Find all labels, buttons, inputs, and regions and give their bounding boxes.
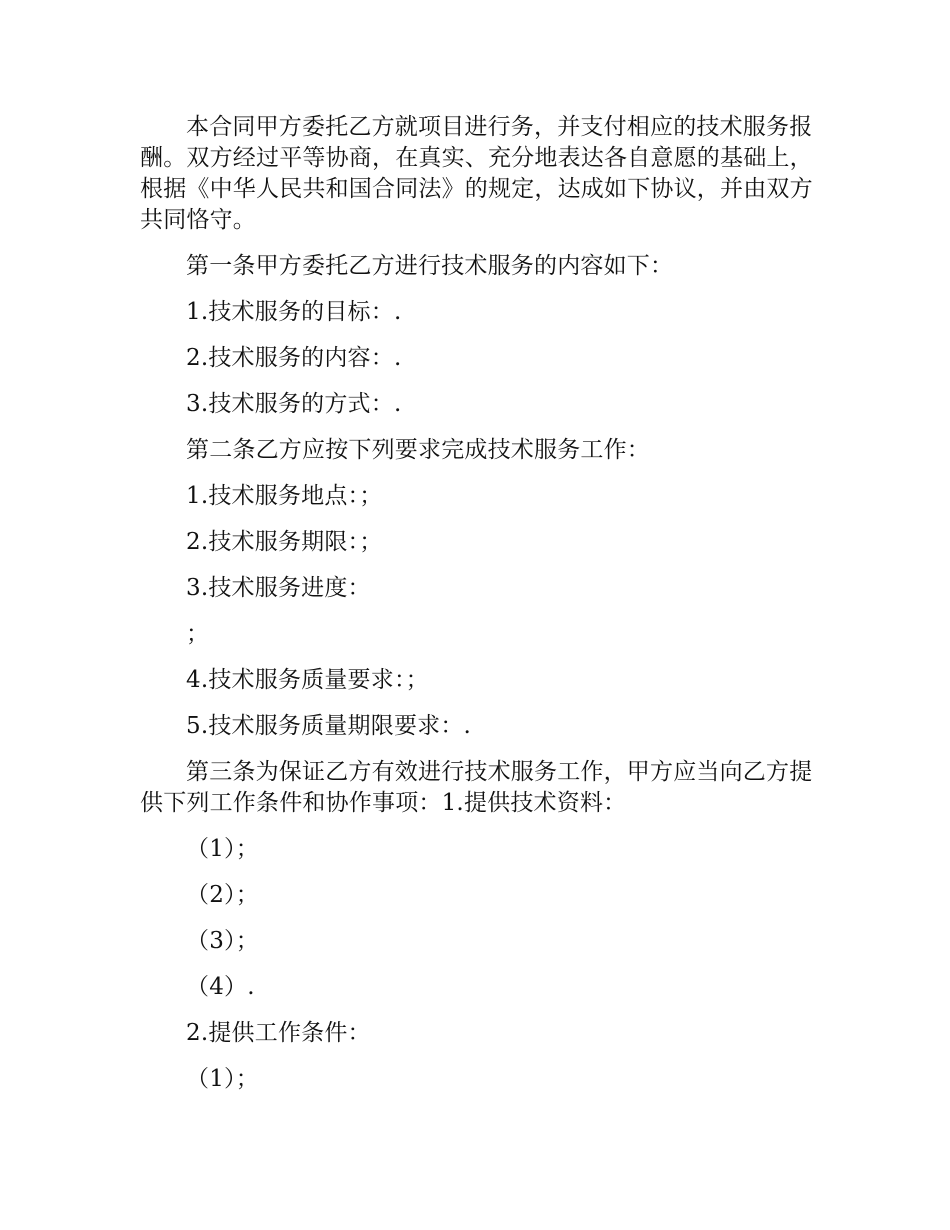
article-2-item-5: 5.技术服务质量期限要求：. xyxy=(186,713,472,739)
article-1-heading: 第一条甲方委托乙方进行技术服务的内容如下： xyxy=(186,253,674,279)
article-2-item-3-continuation: ； xyxy=(186,621,210,647)
article-3-item-2: 2.提供工作条件： xyxy=(186,1020,371,1046)
article-2-item-4: 4.技术服务质量要求：； xyxy=(186,667,429,693)
article-3-subitem-4: （4）. xyxy=(186,974,255,1000)
article-3-subitem-1: （1）； xyxy=(186,836,259,862)
article-1-item-2: 2.技术服务的内容：. xyxy=(186,345,402,371)
article-2-item-1: 1.技术服务地点：； xyxy=(186,483,383,509)
article-2-heading: 第二条乙方应按下列要求完成技术服务工作： xyxy=(186,437,650,463)
article-2-item-3: 3.技术服务进度： xyxy=(186,575,371,601)
article-3-subitem-2: （2）； xyxy=(186,882,259,908)
article-3-item-2-subitem-1: （1）； xyxy=(186,1066,259,1092)
document-body xyxy=(140,112,815,1110)
article-3-subitem-3: （3）； xyxy=(186,928,259,954)
article-1-item-1: 1.技术服务的目标：. xyxy=(186,299,402,325)
intro-paragraph: 本合同甲方委托乙方就项目进行务，并支付相应的技术服务报酬。双方经过平等协商，在真实、充分地表达各自意愿的基础上，根据《中华人民共和国合同法》的规定，达成如下协议，并由双方共同恪守。 xyxy=(140,114,813,233)
article-3-paragraph: 第三条为保证乙方有效进行技术服务工作，甲方应当向乙方提供下列工作条件和协作事项：1.提供技术资料： xyxy=(140,759,813,816)
article-2-item-2: 2.技术服务期限：； xyxy=(186,529,383,555)
article-1-item-3: 3.技术服务的方式：. xyxy=(186,391,402,417)
